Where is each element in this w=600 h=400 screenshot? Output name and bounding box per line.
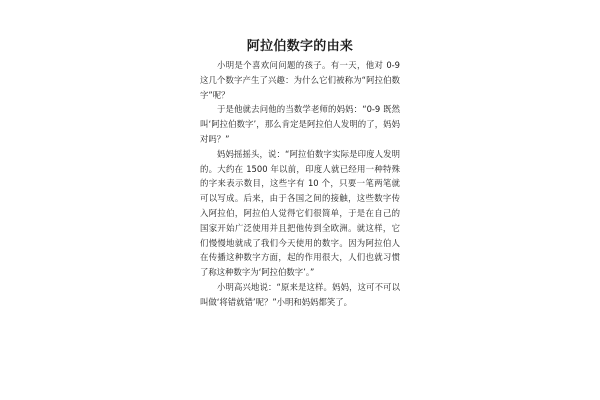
paragraph-4: 小明高兴地说：“原来是这样。妈妈，这可不可以叫做‘将错就错’呢？”小明和妈妈都笑了。 bbox=[200, 281, 400, 307]
document-body bbox=[200, 58, 400, 310]
paragraph-2: 于是他就去问他的当数学老师的妈妈：“0-9 既然叫‘阿拉伯数字’，那么肯定是阿拉伯人发明的了，妈妈对吗？” bbox=[200, 104, 400, 144]
document-title: 阿拉伯数字的由来 bbox=[246, 39, 354, 54]
paragraph-3: 妈妈摇摇头，说：“阿拉伯数字实际是印度人发明的。大约在 1500 年以前，印度人就已经用一种特殊的字来表示数目，这些字有 10 个，只要一笔两笔就可以写成。后来，由于各国之间的接触，这些数字传入阿拉伯，阿拉伯人觉得它们很简单，于是在自己的国家开始广泛使用并且把他传到全欧洲。就这样，它们慢慢地就成了我们今天使用的数字。因为阿拉伯人在传播这种数字方面，起的作用很大，人们也就习惯了称这种数字为‘阿拉伯数字’。” bbox=[200, 148, 400, 278]
paragraph-1: 小明是个喜欢问问题的孩子。有一天，他对 0-9 这几个数字产生了兴趣：为什么它们被称为“阿拉伯数字”呢？ bbox=[200, 60, 400, 100]
